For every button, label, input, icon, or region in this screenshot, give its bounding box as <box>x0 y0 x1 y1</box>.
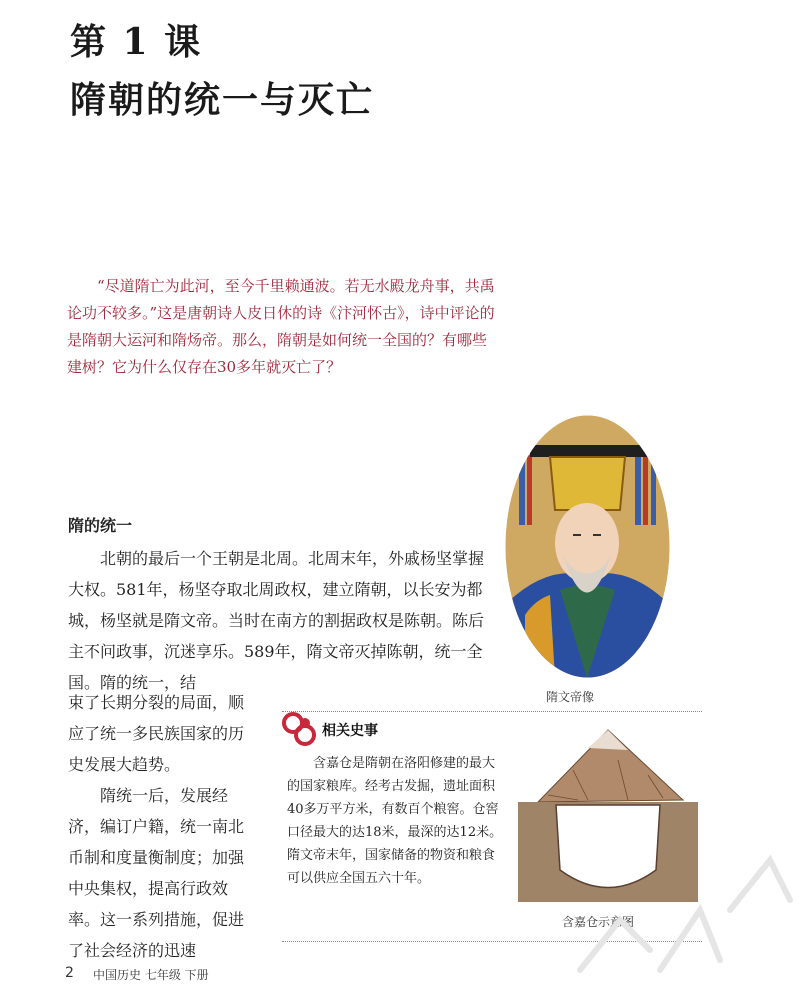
sidebar-divider-top <box>282 711 702 712</box>
section-paragraph-continued <box>68 687 258 966</box>
related-history-icon <box>282 712 316 746</box>
lesson-title: 隋朝的统一与灭亡 <box>70 79 375 121</box>
sidebar-heading: 相关史事 <box>322 723 378 739</box>
portrait-caption: 隋文帝像 <box>546 690 595 704</box>
sidebar-text: 含嘉仓是隋朝在洛阳修建的最大的国家粮库。经考古发掘，遗址面积40多万平方米，有数百个粮窖。仓窖口径最大的达18米，最深的达12米。隋文帝末年，国家储备的物资和粮食可以供应全国五六十年。 <box>287 756 503 886</box>
sidebar-text-block <box>287 752 505 890</box>
edition-watermark <box>560 800 800 995</box>
paragraph-1-continued: 束了长期分裂的局面，顺应了统一多民族国家的历史发展大趋势。 <box>68 693 245 774</box>
section-heading: 隋的统一 <box>68 516 133 535</box>
emperor-wen-portrait <box>505 415 670 678</box>
section-paragraph-1 <box>68 543 498 698</box>
book-title: 中国历史 七年级 下册 <box>93 968 209 982</box>
lesson-number: 第 1 课 <box>70 21 203 63</box>
intro-text: “尽道隋亡为此河，至今千里赖通波。若无水殿龙舟事，共禹论功不较多。”这是唐朝诗人皮日休的诗《汴河怀古》，诗中评论的是隋朝大运河和隋炀帝。那么，隋朝是如何统一全国的？有哪些建树？它为什么仅存在30多年就灭亡了？ <box>67 277 495 376</box>
intro-paragraph <box>67 273 499 381</box>
paragraph-2: 隋统一后，发展经济，编订户籍，统一南北币制和度量衡制度；加强中央集权，提高行政效率。这一系列措施，促进了社会经济的迅速 <box>68 786 245 960</box>
page-number: 2 <box>65 965 74 981</box>
granary-caption: 含嘉仓示意图 <box>562 915 635 929</box>
paragraph-1-text: 北朝的最后一个王朝是北周。北周末年，外戚杨坚掌握大权。581年，杨坚夺取北周政权，建立隋朝，以长安为都城，杨坚就是隋文帝。当时在南方的割据政权是陈朝。陈后主不问政事，沉迷享乐。589年，隋文帝灭掉陈朝，统一全国。隋的统一，结 <box>68 549 485 692</box>
